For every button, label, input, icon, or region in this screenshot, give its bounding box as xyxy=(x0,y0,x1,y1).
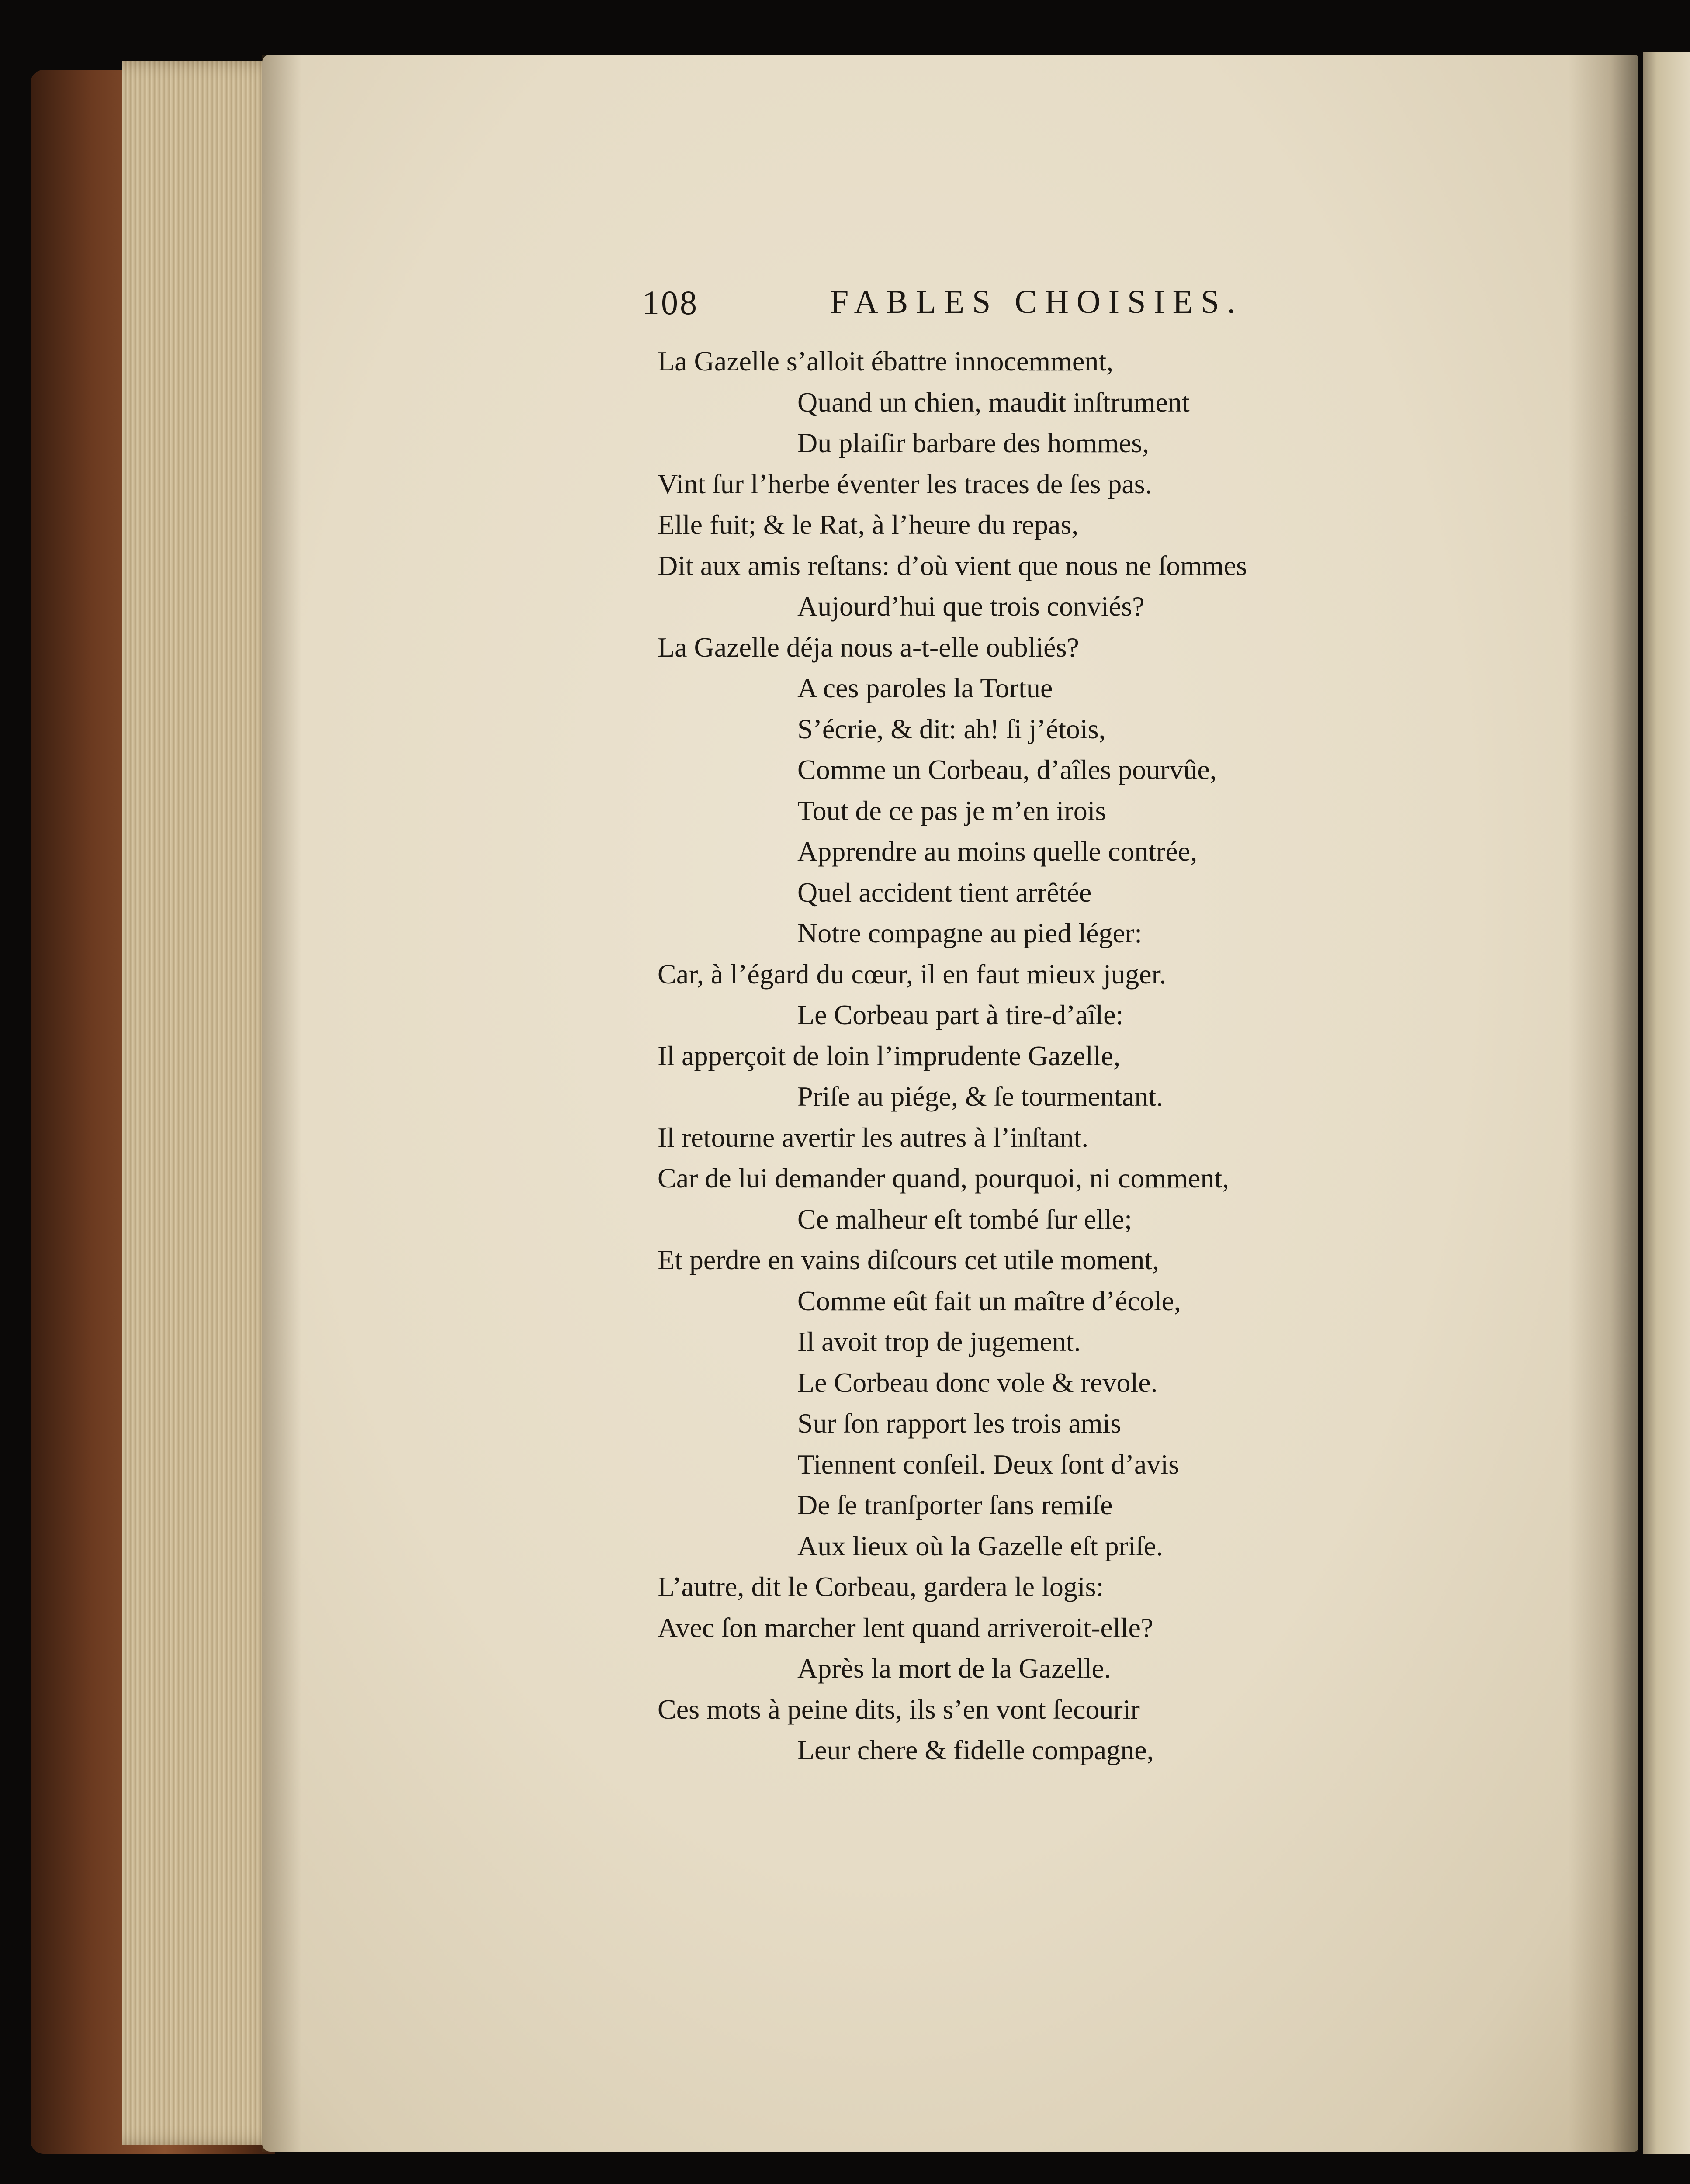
verse-line: Elle fuit; & le Rat, à l’heure du repas, xyxy=(658,509,1079,540)
verse-line: Ce malheur eſt tombé ſur elle; xyxy=(797,1203,1132,1235)
verse-line: Après la mort de la Gazelle. xyxy=(797,1653,1111,1684)
page-left-shadow xyxy=(262,55,301,2152)
verse-line: La Gazelle déja nous a-t-elle oubliés? xyxy=(658,631,1079,663)
verse-line: Leur chere & fidelle compagne, xyxy=(797,1734,1154,1765)
verse-line: Quand un chien, maudit inſtrument xyxy=(797,386,1190,418)
verse-line: La Gazelle s’alloit ébattre innocemment, xyxy=(658,346,1114,377)
page-edges xyxy=(122,61,280,2145)
verse-line: Tout de ce pas je m’en irois xyxy=(797,795,1106,826)
verse-text xyxy=(658,341,1427,1771)
verse-line: Avec ſon marcher lent quand arriveroit-elle? xyxy=(658,1612,1153,1643)
verse-line: Quel accident tient arrêtée xyxy=(797,876,1092,908)
verse-line: Aujourd’hui que trois conviés? xyxy=(797,591,1145,622)
verse-line: S’écrie, & dit: ah! ſi j’étois, xyxy=(797,713,1106,744)
verse-line: Il retourne avertir les autres à l’inſtant. xyxy=(658,1121,1089,1153)
verse-line: Aux lieux où la Gazelle eſt priſe. xyxy=(797,1530,1164,1561)
verse-line: Du plaiſir barbare des hommes, xyxy=(797,427,1150,458)
verse-line: Dit aux amis reſtans: d’où vient que nous ne ſommes xyxy=(658,550,1247,581)
verse-line: Comme un Corbeau, d’aîles pourvûe, xyxy=(797,754,1217,785)
verse-line: L’autre, dit le Corbeau, gardera le logis: xyxy=(658,1571,1104,1602)
verse-line: Car, à l’égard du cœur, il en faut mieux juger. xyxy=(658,958,1167,990)
verse-line: Ces mots à peine dits, ils s’en vont ſecourir xyxy=(658,1693,1140,1725)
verse-line: Notre compagne au pied léger: xyxy=(797,917,1142,948)
verse-line: De ſe tranſporter ſans remiſe xyxy=(797,1489,1113,1520)
verse-line: Car de lui demander quand, pourquoi, ni comment, xyxy=(658,1163,1229,1194)
verse-line: Le Corbeau donc vole & revole. xyxy=(797,1367,1158,1398)
verse-line: Tiennent conſeil. Deux ſont d’avis xyxy=(797,1448,1179,1480)
verse-line: A ces paroles la Tortue xyxy=(797,672,1053,703)
verse-line: Il apperçoit de loin l’imprudente Gazelle, xyxy=(658,1040,1121,1071)
verse-line: Vint ſur l’herbe éventer les traces de ſes pas. xyxy=(658,468,1152,499)
gutter-shadow xyxy=(1569,55,1638,2152)
verse-line: Et perdre en vains diſcours cet utile moment, xyxy=(658,1244,1160,1275)
running-title: FABLES CHOISIES. xyxy=(830,284,1243,320)
verse-line: Sur ſon rapport les trois amis xyxy=(797,1408,1122,1439)
verse-line: Le Corbeau part à tire-d’aîle: xyxy=(797,999,1124,1030)
verse-line: Il avoit trop de jugement. xyxy=(797,1326,1081,1357)
facing-page-edge xyxy=(1643,52,1690,2154)
verse-line: Apprendre au moins quelle contrée, xyxy=(797,836,1198,867)
page-number: 108 xyxy=(642,284,699,322)
page-header xyxy=(642,283,1306,331)
verse-line: Comme eût fait un maître d’école, xyxy=(797,1285,1181,1316)
verse-line: Priſe au piége, & ſe tourmentant. xyxy=(797,1081,1164,1112)
